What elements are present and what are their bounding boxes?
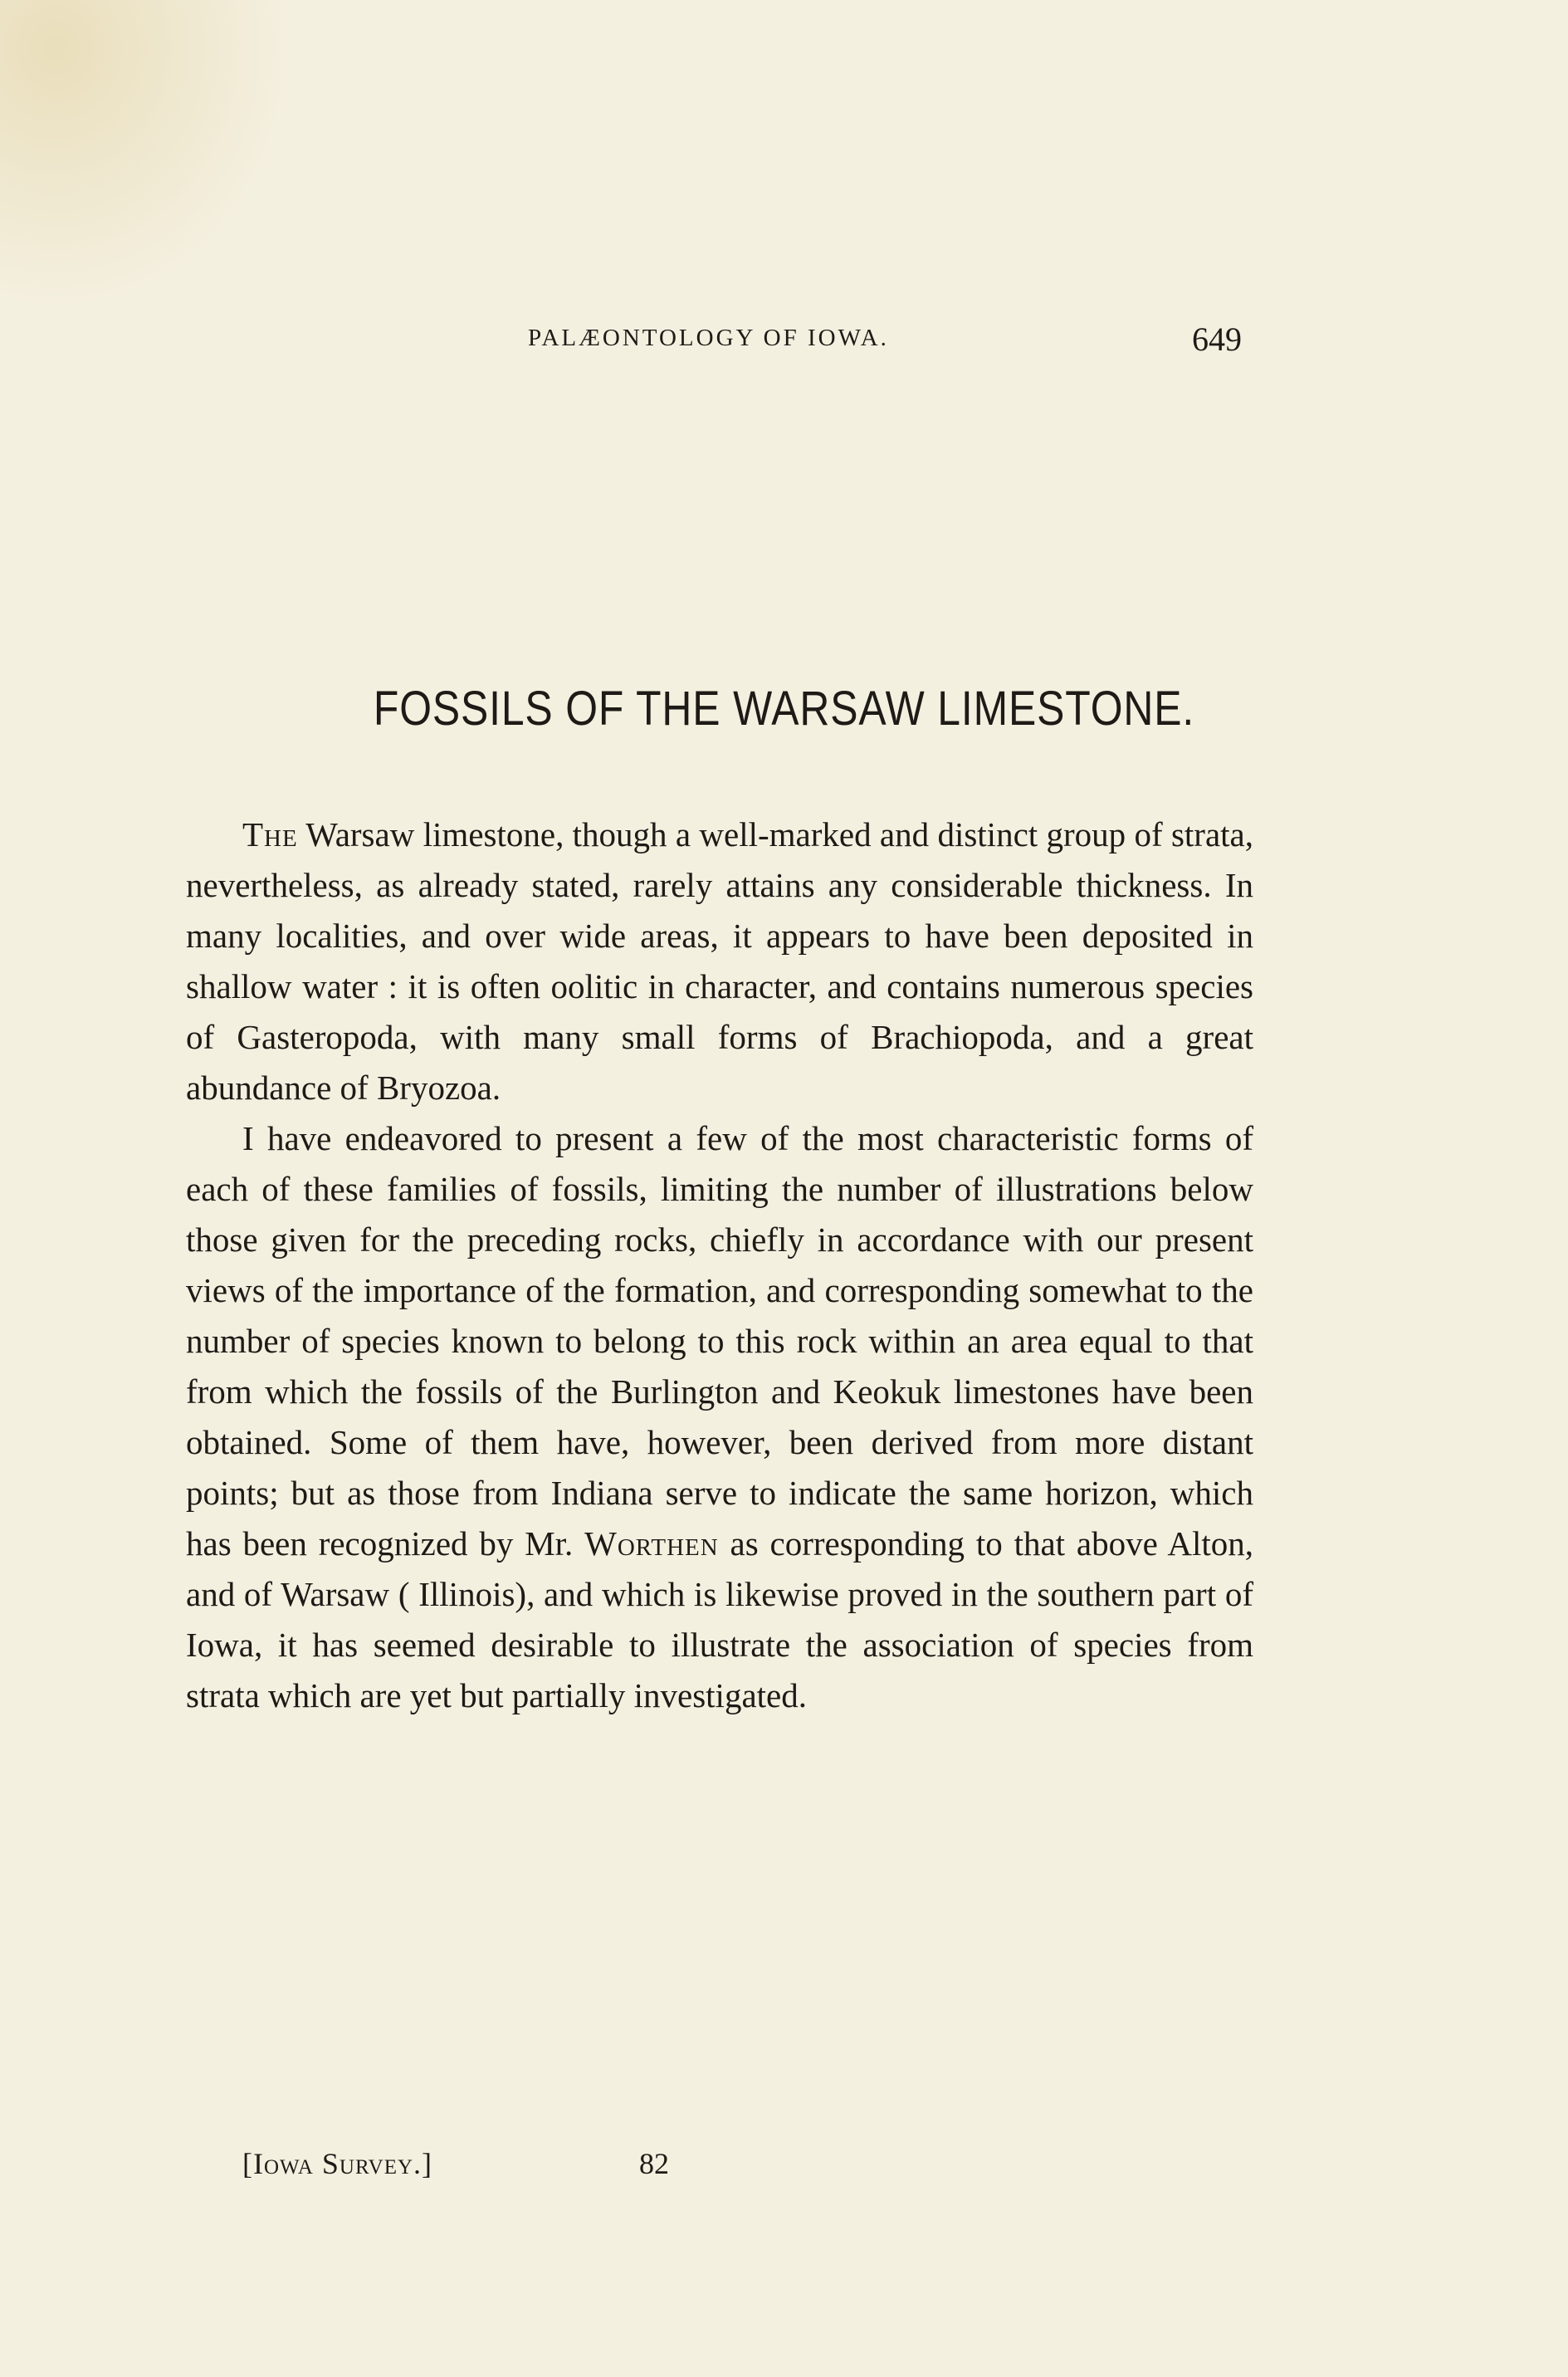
paragraph-1-text: Warsaw limestone, though a well-marked and distinct group of strata, nevertheless, as already stated, rarely attains any considerable thickness. In many localities, and over wide areas, it appears to have been deposited in shallow water : it is often oolitic in character, and contains numerous species of Gasteropoda, with many small forms of Brachiopoda, and a great abundance of Bryozoa. (186, 815, 1253, 1107)
paragraph-1 (186, 809, 1253, 1113)
sheet-number: 82 (639, 2147, 669, 2180)
page-number: 649 (1192, 320, 1242, 358)
signature-mark: [Iowa Survey.] (242, 2147, 433, 2180)
body-text (186, 809, 1253, 1721)
page-footer (0, 2146, 1568, 2196)
paragraph-2 (186, 1113, 1253, 1721)
paper-stain (0, 0, 299, 315)
chapter-title: FOSSILS OF THE WARSAW LIMESTONE. (373, 682, 1195, 736)
running-title: PALÆONTOLOGY OF IOWA. (528, 325, 889, 351)
paragraph-1-lead: The (242, 815, 298, 853)
running-head (0, 320, 1568, 369)
paragraph-2-after: as corresponding to that above Alton, and of Warsaw ( Illinois), and which is likewise proved in the southern part of Iowa, it has seemed desirable to illustrate the association of species from strata which are yet but partially investigated. (186, 1524, 1253, 1714)
paragraph-2-before: I have endeavored to present a few of the most characteristic forms of each of these families of fossils, limiting the number of illustrations below those given for the preceding rocks, chiefly in accordance with our present views of the importance of the formation, and corresponding somewhat to the number of species known to belong to this rock within an area equal to that from which the fossils of the Burlington and Keokuk limestones have been obtained. Some of them have, however, been derived from more distant points; but as those from Indiana serve to indicate the same horizon, which has been recognized by Mr. (186, 1119, 1253, 1563)
person-name-worthen: Worthen (584, 1524, 719, 1563)
